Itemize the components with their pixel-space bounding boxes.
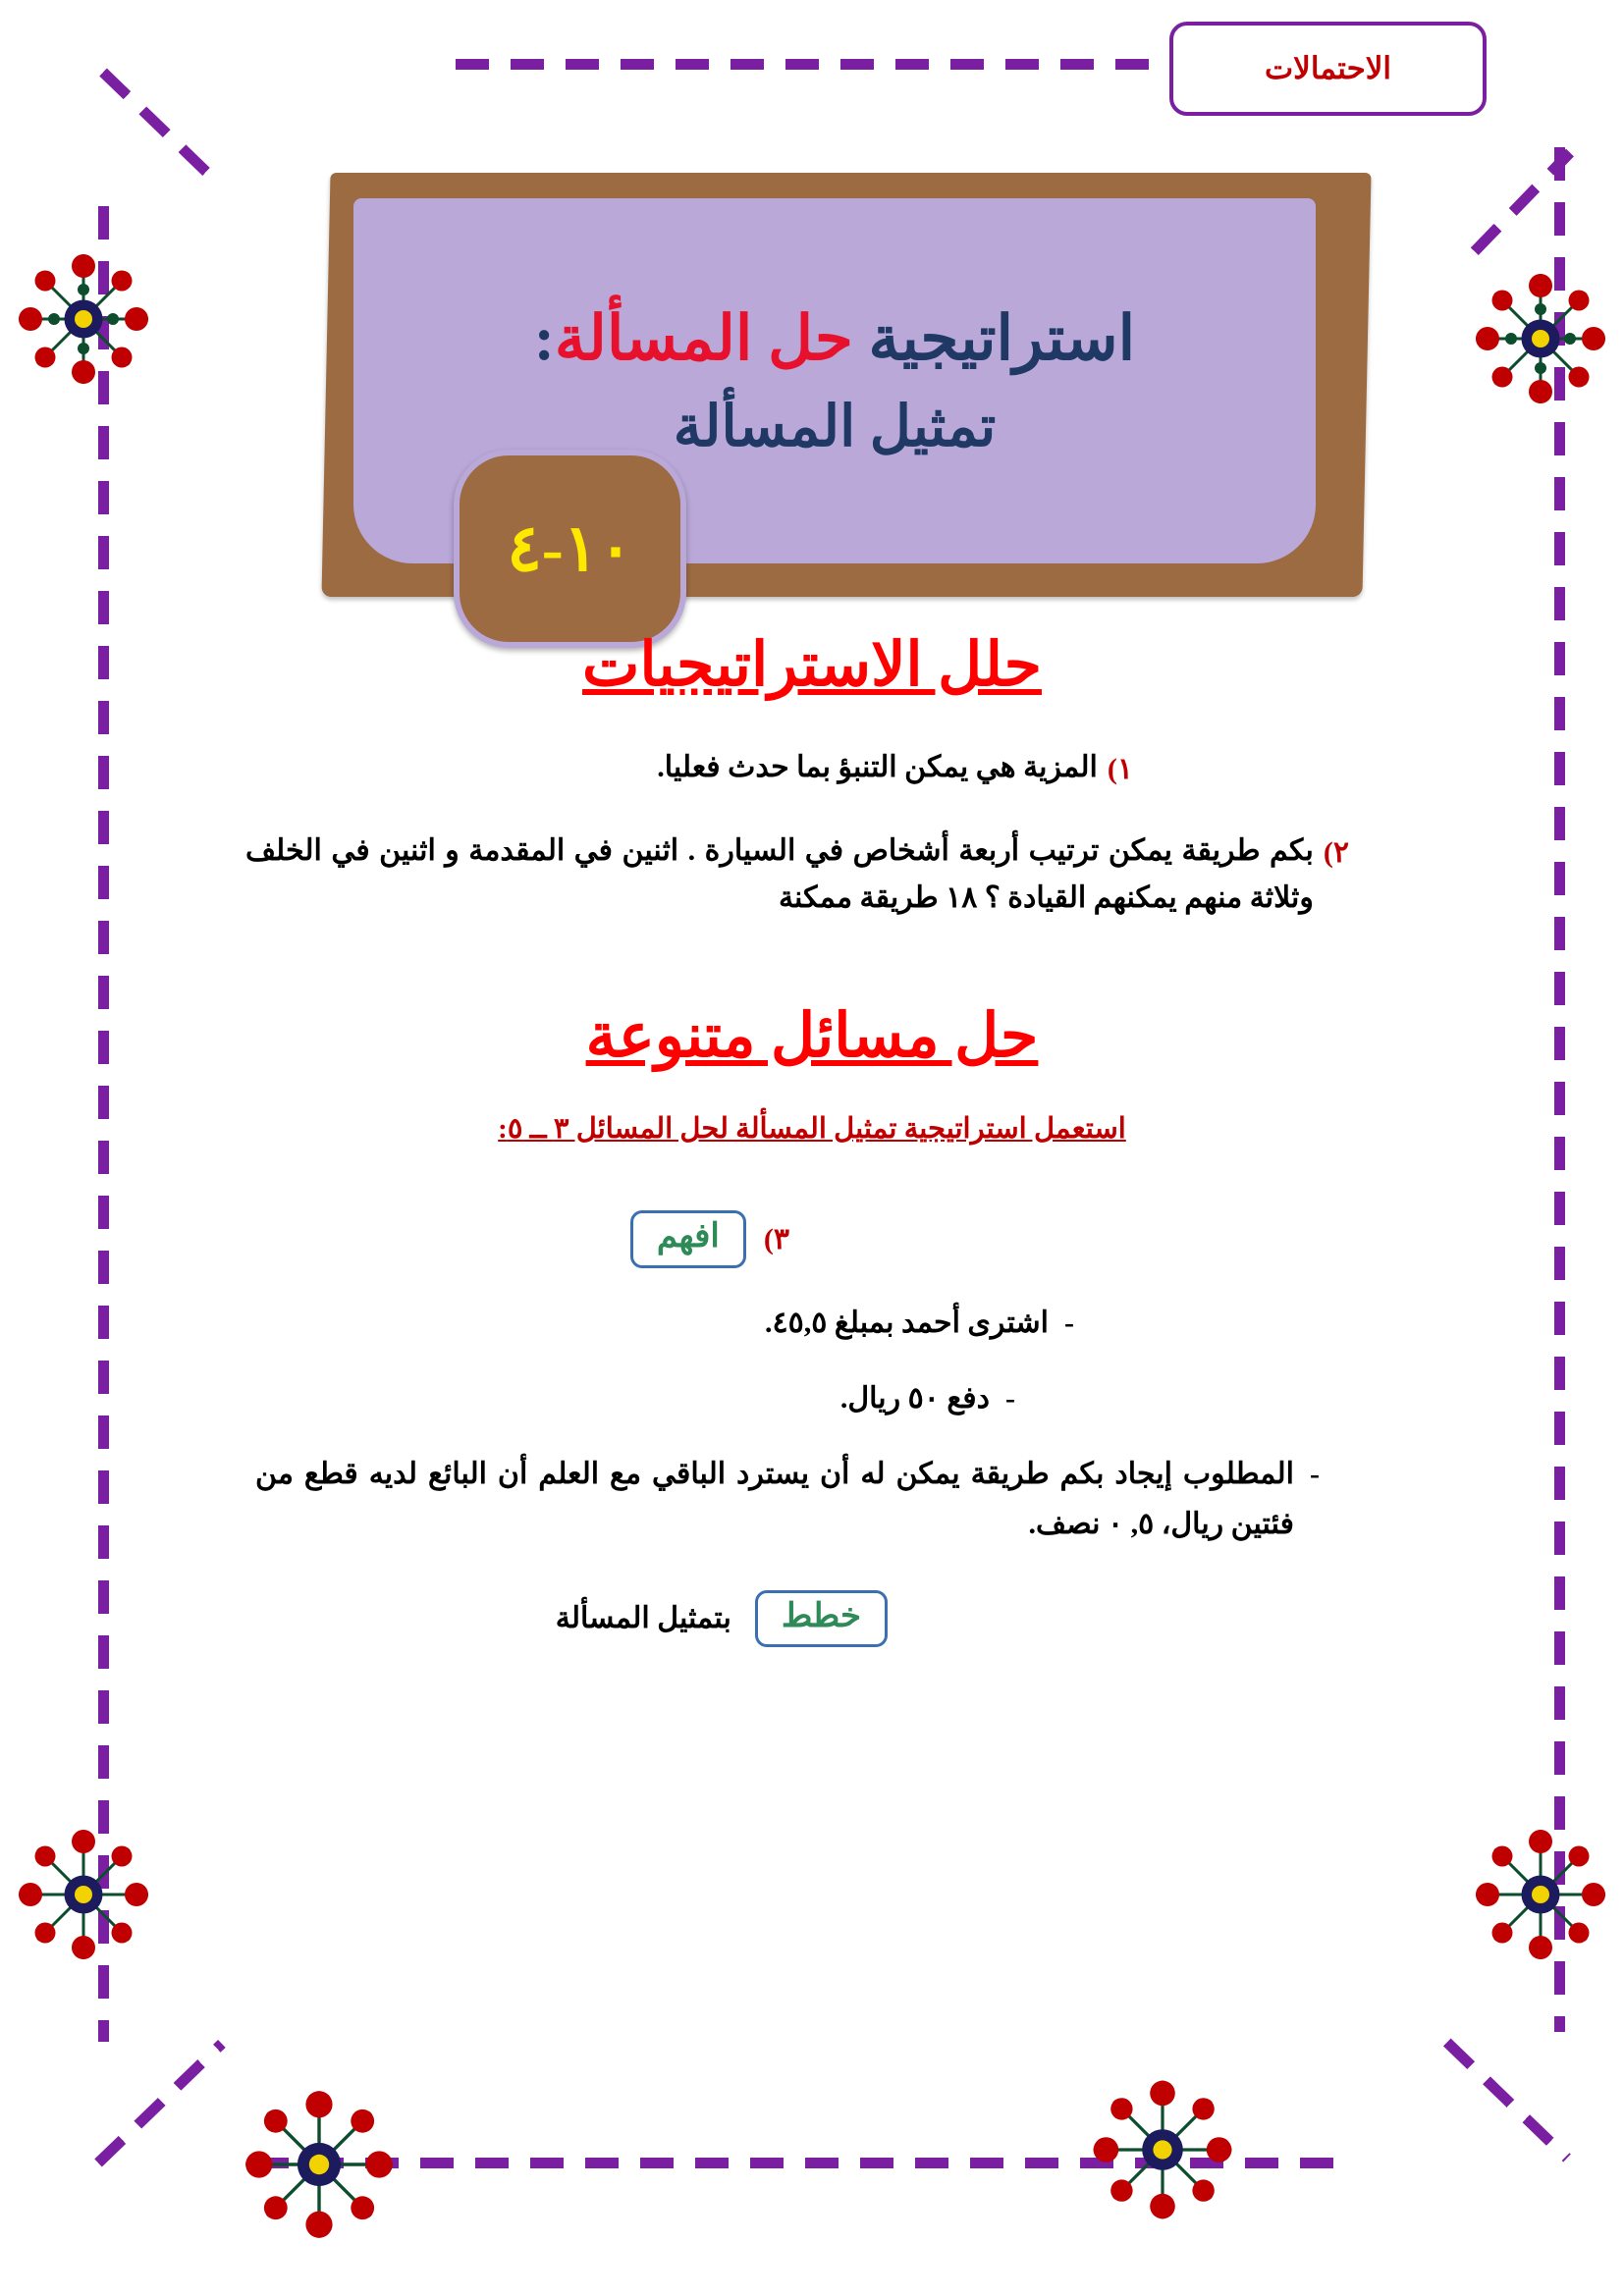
bullet-dash: - [1005,1381,1015,1415]
frame-top-line [456,59,1177,70]
problem-3-plan [167,1590,1457,1648]
ornament-bottom-center-left [236,2081,403,2248]
frame-corner-topleft [99,69,220,186]
ornament-top-right [1467,265,1614,412]
unit-badge-label: الاحتمالات [1264,51,1392,85]
understand-tag [630,1210,746,1268]
frame-left-line [98,206,109,2042]
lesson-title-block [297,165,1367,602]
understand-tag-label: افهم [656,1217,720,1255]
title-prefix: استراتيجية [852,304,1136,373]
strategy-item-2 [167,828,1457,923]
strategy-item-2-number: ٢ ) [1324,828,1349,878]
frame-corner-topright [1471,149,1574,255]
bullet-item-2 [167,1373,1457,1423]
strategy-item-1-text: المزية هي يمكن التنبؤ بما حدث فعليا. [657,751,1098,783]
bullet-item-3 [167,1449,1457,1549]
title-suffix: : [533,304,555,373]
strategy-item-2-text: بكم طريقة يمكن ترتيب أربعة أشخاص في السيارة . اثنين في المقدمة و اثنين في الخلف وثلاثة منهم يمكنهم القيادة ؟ ١٨ طريقة ممكنة [245,833,1314,915]
bullet-item-1-text: اشترى أحمد بمبلغ ٤٥,٥. [764,1306,1049,1339]
page-content [167,628,1457,1647]
strategy-item-1-number: ١ ) [1108,744,1133,794]
title-line-2: تمثيل المسألة [673,395,997,458]
ornament-bottom-left [10,1821,157,1968]
title-line-1 [534,302,1135,375]
problem-3-header [167,1210,1457,1268]
ornament-bottom-center-right [1084,2071,1241,2228]
bullet-item-2-text: دفع ٥٠ ريال. [839,1381,990,1415]
bullet-dash: - [1310,1457,1320,1490]
ornament-bottom-right [1467,1821,1614,1968]
problem-3-number: ٣ ) [764,1222,789,1256]
lesson-number-badge [454,450,686,648]
plan-tag [755,1590,888,1648]
unit-badge [1169,22,1487,116]
title-highlight: حل المسألة [554,304,853,373]
section-heading-misc: حل مسائل متنوعة [585,1002,1039,1070]
frame-corner-bottomright [1443,2038,1571,2162]
bullet-item-3-text: المطلوب إيجاد بكم طريقة يمكن له أن يسترد الباقي مع العلم أن البائع لديه قطع من فئتين ريال، ٥, ٠ نصف. [255,1457,1294,1540]
bullet-item-1 [167,1298,1457,1348]
section-heading-strategies: حلل الاستراتيجيات [582,632,1042,699]
strategy-item-1 [167,744,1457,794]
plan-tag-label: خطط [781,1597,861,1634]
problem-3-bullets [167,1298,1457,1549]
plan-text: بتمثيل المسألة [555,1602,731,1635]
lesson-number-label: ١٠-٤ [507,513,633,585]
ornament-top-left [10,245,157,393]
instruction-text: استعمل استراتيجية تمثيل المسألة لحل المسائل ٣ ــ ٥: [498,1112,1126,1145]
frame-right-line [1554,147,1565,2032]
frame-corner-bottomleft [94,2040,226,2166]
bullet-dash: - [1064,1306,1074,1339]
